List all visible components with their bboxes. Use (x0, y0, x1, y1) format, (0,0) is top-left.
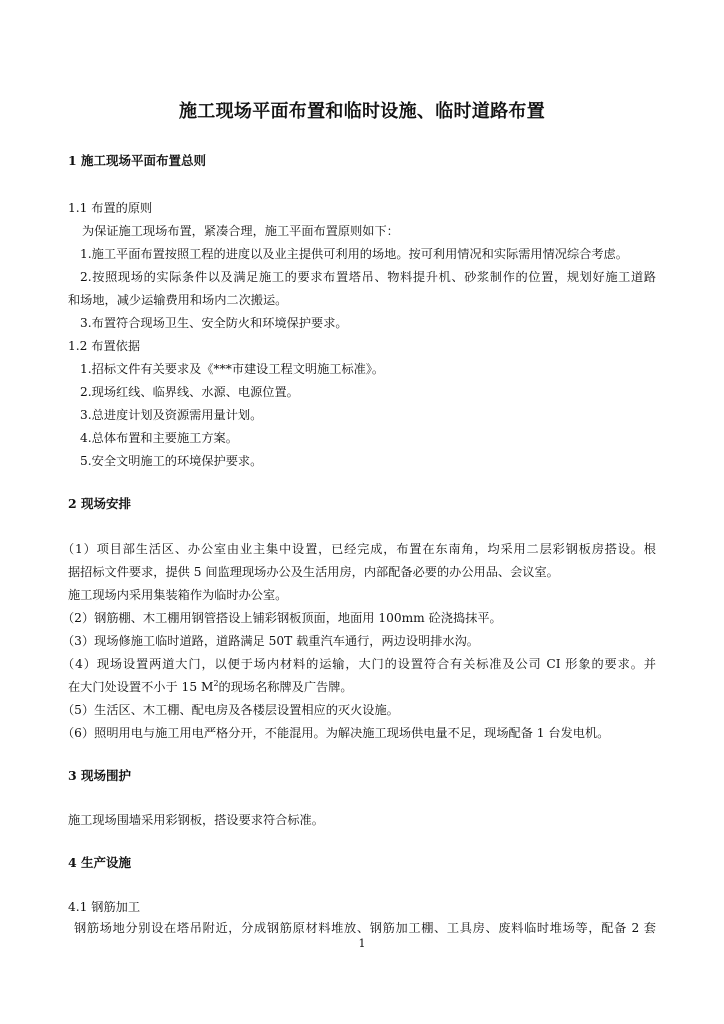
section-1-heading: 1 施工现场平面布置总则 (68, 153, 207, 168)
section-1-2-item-1: 1.招标文件有关要求及《***市建设工程文明施工标准》。 (80, 362, 385, 376)
para-4-text-b: 的现场名称牌及广告牌。 (218, 680, 353, 694)
section-1-1-item-2-line-1: 2.按照现场的实际条件以及满足施工的要求布置塔吊、物料提升机、砂浆制作的位置，规划好施工道路 (80, 270, 656, 284)
section-2-para-3: （3）现场修施工临时道路，道路满足 50T 载重汽车通行，两边设明排水沟。 (62, 634, 479, 648)
superscript-2: 2 (213, 678, 219, 688)
section-1-1-intro: 为保证施工现场布置，紧凑合理，施工平面布置原则如下： (82, 224, 399, 238)
section-3-para-1: 施工现场围墙采用彩钢板，搭设要求符合标准。 (68, 813, 324, 827)
section-1-2-item-4: 4.总体布置和主要施工方案。 (80, 431, 238, 445)
section-1-2-item-3: 3.总进度计划及资源需用量计划。 (80, 408, 263, 422)
section-2-para-6: （6）照明用电与施工用电严格分开，不能混用。为解决施工现场供电量不足，现场配备 1 台发电机。 (62, 726, 610, 740)
document-title: 施工现场平面布置和临时设施、临时道路布置 (179, 101, 545, 122)
section-2-para-1-line-3: 施工现场内采用集装箱作为临时办公室。 (68, 588, 288, 602)
section-2-heading: 2 现场安排 (68, 496, 132, 511)
section-4-1-heading: 4.1 钢筋加工 (68, 900, 141, 914)
section-2-para-5: （5）生活区、木工棚、配电房及各楼层设置相应的灭火设施。 (62, 703, 399, 717)
section-1-1-item-1: 1.施工平面布置按照工程的进度以及业主提供可利用的场地。按可利用情况和实际需用情况综合考虑。 (80, 247, 628, 261)
section-1-2-item-2: 2.现场红线、临界线、水源、电源位置。 (80, 385, 299, 399)
section-1-2-item-5: 5.安全文明施工的环境保护要求。 (80, 454, 263, 468)
section-1-1-heading: 1.1 布置的原则 (68, 201, 153, 215)
section-1-1-item-3: 3.布置符合现场卫生、安全防火和环境保护要求。 (80, 316, 348, 330)
section-3-heading: 3 现场围护 (68, 768, 132, 783)
para-4-text-a: 在大门处设置不小于 15 M (68, 680, 214, 694)
section-2-para-2: （2）钢筋棚、木工棚用钢管搭设上铺彩钢板顶面，地面用 100mm 砼浇捣抹平。 (62, 611, 502, 625)
section-2-para-4-line-1: （4）现场设置两道大门，以便于场内材料的运输，大门的设置符合有关标准及公司 CI 形象的要求。并 (62, 657, 656, 671)
section-4-1-para-1: 钢筋场地分别设在塔吊附近，分成钢筋原材料堆放、钢筋加工棚、工具房、废料临时堆场等，配备 2 套 (74, 921, 656, 935)
section-2-para-1-line-1: （1）项目部生活区、办公室由业主集中设置，已经完成，布置在东南角，均采用二层彩钢板房搭设。根 (62, 542, 656, 556)
section-2-para-1-line-2: 据招标文件要求，提供 5 间监理现场办公及生活用房，内部配备必要的办公用品、会议室。 (68, 565, 559, 579)
page-number: 1 (358, 937, 366, 950)
section-4-heading: 4 生产设施 (68, 855, 132, 870)
section-2-para-4-line-2 (68, 678, 353, 696)
section-1-2-heading: 1.2 布置依据 (68, 339, 141, 353)
section-1-1-item-2-line-2: 和场地，减少运输费用和场内二次搬运。 (68, 293, 288, 307)
